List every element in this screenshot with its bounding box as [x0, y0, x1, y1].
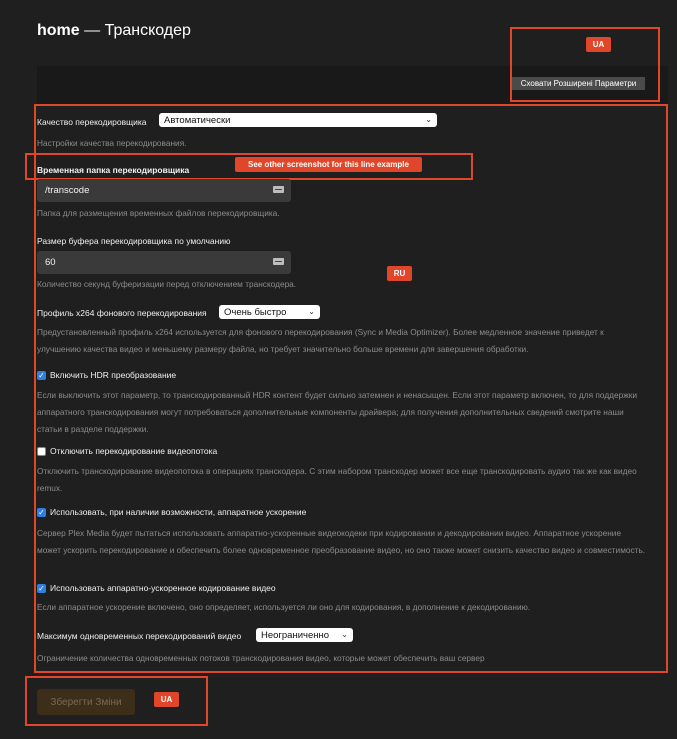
- keyboard-icon: [273, 258, 284, 265]
- quality-help: Настройки качества перекодирования.: [37, 138, 187, 148]
- hdr-checkbox[interactable]: ✓: [38, 370, 45, 380]
- hw-encode-checkbox[interactable]: ✓: [38, 583, 45, 593]
- disable-video-help: Отключить транскодирование видеопотока в операциях транскодера. С этим набором транскодер может все еще транскодировать аудио так же как видео remux.: [37, 466, 637, 493]
- disable-video-label: Отключить перекодирование видеопотока: [50, 446, 218, 456]
- temp-folder-help: Папка для размещения временных файлов перекодировщика.: [37, 208, 280, 218]
- hw-accel-checkbox[interactable]: ✓: [38, 507, 45, 517]
- temp-folder-label: Временная папка перекодировщика: [37, 165, 190, 175]
- badge-ru: RU: [387, 266, 412, 281]
- disable-video-checkbox[interactable]: [37, 447, 46, 456]
- hw-accel-label: Использовать, при наличии возможности, аппаратное ускорение: [50, 507, 307, 517]
- quality-label: Качество перекодировщика: [37, 117, 147, 127]
- x264-help: Предустановленный профиль x264 используется для фонового перекодирования (Sync и Media Optimizer). Более медленное значение приведет к улучшению качества видео и меньшему размеру файла, но требует значительно больше времени для завершения обработки.: [37, 327, 604, 354]
- x264-select[interactable]: Очень быстро ⌄: [219, 305, 320, 319]
- x264-label: Профиль x264 фонового перекодирования: [37, 308, 207, 318]
- max-simultaneous-label: Максимум одновременных перекодирований видео: [37, 631, 242, 641]
- chevron-down-icon: ⌄: [341, 630, 348, 639]
- hdr-help: Если выключить этот параметр, то транскодированный HDR контент будет сильно затемнен и ненасыщен. Если этот параметр включен, то для поддержки аппаратного транскодирования могут потребоваться дополнительные компоненты драйвера; для получения дополнительных сведений смотрите наши статьи в разделе поддержки.: [37, 390, 638, 434]
- keyboard-icon: [273, 186, 284, 193]
- chevron-down-icon: ⌄: [425, 115, 432, 124]
- quality-select[interactable]: Автоматически ⌄: [159, 113, 437, 127]
- annotation-box-top: [510, 27, 660, 102]
- save-changes-button[interactable]: Зберегти Зміни: [37, 689, 135, 715]
- max-simultaneous-select[interactable]: Неограниченно ⌄: [256, 628, 353, 642]
- buffer-input[interactable]: 60: [37, 251, 291, 274]
- buffer-label: Размер буфера перекодировщика по умолчанию: [37, 236, 231, 246]
- badge-line-note: See other screenshot for this line example: [235, 157, 422, 172]
- hw-encode-help: Если аппаратное ускорение включено, оно определяет, используется ли оно для кодирования, в дополнение к декодированию.: [37, 602, 531, 612]
- buffer-help: Количество секунд буферизации перед отключением транскодера.: [37, 279, 297, 289]
- hide-advanced-button[interactable]: Сховати Розширені Параметри: [512, 77, 645, 90]
- chevron-down-icon: ⌄: [308, 307, 315, 316]
- hw-accel-help: Сервер Plex Media будет пытаться использовать аппаратно-ускоренные видеокодеки при кодировании и декодировании видео. Аппаратное ускорение может ускорить перекодирование и обеспечить более одновременное преобразование видео, но оно также может снизить качество видео и совместимость.: [37, 528, 646, 555]
- max-simultaneous-help: Ограничение количества одновременных потоков транскодирования видео, которые может обеспечить ваш сервер: [37, 653, 485, 663]
- badge-ua-bottom: UA: [154, 692, 179, 707]
- temp-folder-input[interactable]: /transcode: [37, 179, 291, 202]
- hdr-label: Включить HDR преобразование: [50, 370, 177, 380]
- page-title: home — Транскодер: [37, 22, 191, 39]
- badge-ua-top: UA: [586, 37, 611, 52]
- hw-encode-label: Использовать аппаратно-ускоренное кодирование видео: [50, 583, 276, 593]
